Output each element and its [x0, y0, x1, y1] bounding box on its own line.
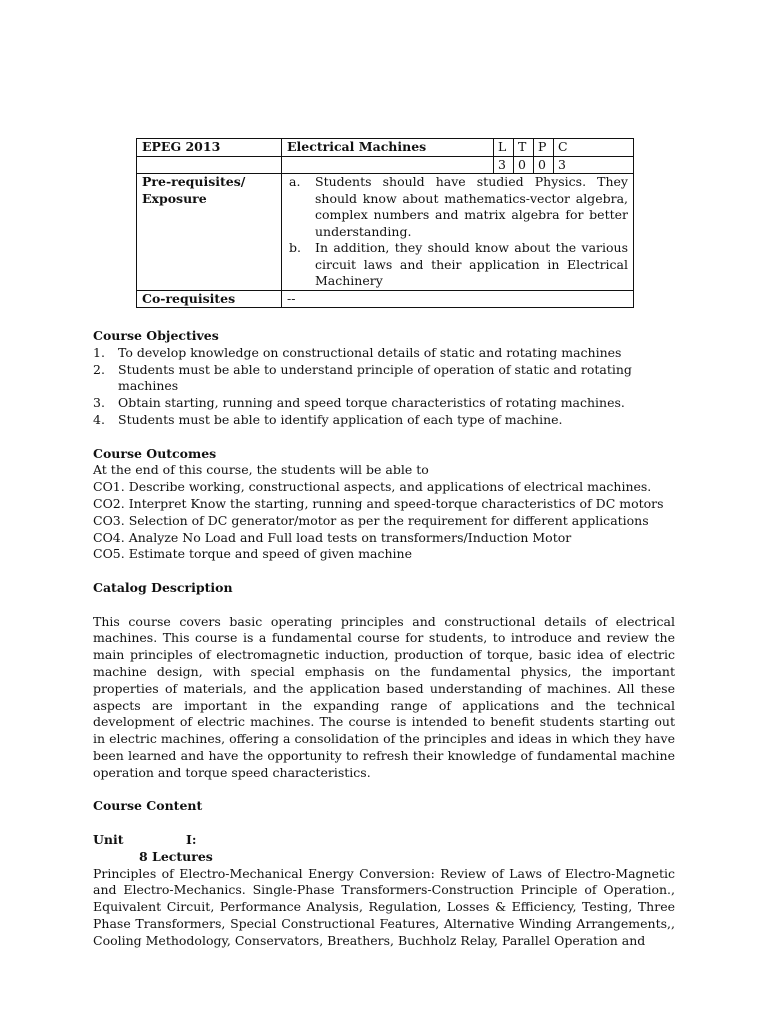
outcomes-intro: At the end of this course, the students will be able to [93, 462, 429, 478]
corequisites-value: -- [282, 290, 634, 308]
outcomes-heading: Course Outcomes [93, 445, 217, 461]
document-body [93, 328, 675, 949]
item-text: Obtain starting, running and speed torque characteristics of rotating machines. [118, 395, 625, 411]
prerequisites-content [282, 174, 634, 291]
list-marker: b. [289, 240, 301, 255]
unit-number: I: [186, 831, 197, 847]
prerequisites-label-line2: Exposure [142, 190, 207, 206]
ltpc-value-c: 3 [554, 156, 634, 174]
list-item [93, 395, 675, 412]
item-number: 1. [93, 344, 105, 360]
item-number: 2. [93, 361, 105, 377]
unit-lectures: 8 Lectures [139, 848, 213, 864]
list-marker: a. [289, 174, 301, 189]
catalog-description: This course covers basic operating principles and constructional details of electrical machines. This course is a fundamental course for students, to introduce and review the main principles of electromagnetic induction, production of torque, basic idea of electric machine design, with special emphasis on the fundamental physics, the important properties of materials, and the application based understanding of machines. All these aspects are important in the expanding range of applications and the technical development of electric machines. The course is intended to benefit students starting out in electric machines, offering a consolidation of the principles and ideas in which they have been learned and have the opportunity to refresh their knowledge of fundamental machine operation and torque speed characteristics. [93, 613, 675, 780]
corequisites-label: Co-requisites [137, 290, 282, 308]
list-item [93, 362, 675, 396]
prerequisites-label [137, 174, 282, 291]
item-text: Students must be able to understand principle of operation of static and rotating machines [118, 361, 632, 394]
prerequisites-label-line1: Pre-requisites/ [142, 174, 246, 189]
objectives-list [93, 345, 675, 429]
outcome-item: CO1. Describe working, constructional aspects, and applications of electrical machines. [93, 479, 652, 495]
prerequisite-item [287, 240, 628, 290]
course-title-row [137, 139, 634, 157]
corequisites-row [137, 290, 634, 308]
unit-label: Unit [93, 831, 124, 847]
ltpc-value-p: 0 [534, 156, 554, 174]
item-number: 4. [93, 411, 105, 427]
prerequisites-row [137, 174, 634, 291]
course-code: EPEG 2013 [137, 139, 282, 157]
item-text: To develop knowledge on constructional details of static and rotating machines [118, 344, 622, 360]
objectives-heading: Course Objectives [93, 328, 219, 343]
unit-content: Principles of Electro-Mechanical Energy Conversion: Review of Laws of Electro-Magnetic and Electro-Mechanics. Single-Phase Transformers-Construction Principle of Operation., Equivalent Circuit, Performance Analysis, Regulation, Losses & Efficiency, Testing, Three Phase Transformers, Special Constructional Features, Alternative Winding Arrangements,, Cooling Methodology, Conservators, Breathers, Buchholz Relay, Parallel Operation and [93, 865, 675, 948]
empty-cell [282, 156, 494, 174]
ltpc-label-p: P [534, 139, 554, 157]
prerequisite-item [287, 174, 628, 240]
ltpc-label-t: T [514, 139, 534, 157]
outcome-item: CO5. Estimate torque and speed of given machine [93, 546, 412, 562]
prerequisites-list [287, 174, 628, 290]
outcome-item: CO2. Interpret Know the starting, running and speed-torque characteristics of DC motors [93, 495, 664, 511]
empty-cell [137, 156, 282, 174]
course-title: Electrical Machines [282, 139, 494, 157]
list-item [93, 412, 675, 429]
course-header-table [136, 138, 634, 308]
unit-heading [93, 832, 675, 849]
prerequisite-text: In addition, they should know about the various circuit laws and their application in Electrical Machinery [315, 240, 628, 288]
ltpc-value-l: 3 [494, 156, 514, 174]
item-text: Students must be able to identify application of each type of machine. [118, 411, 563, 427]
list-item [93, 345, 675, 362]
prerequisite-text: Students should have studied Physics. They should know about mathematics-vector algebra, complex numbers and matrix algebra for better understanding. [315, 174, 628, 239]
item-number: 3. [93, 395, 105, 411]
catalog-heading: Catalog Description [93, 579, 233, 595]
outcome-item: CO3. Selection of DC generator/motor as per the requirement for different applications [93, 512, 649, 528]
ltpc-values-row [137, 156, 634, 174]
ltpc-label-c: C [554, 139, 634, 157]
content-heading: Course Content [93, 798, 203, 814]
outcome-item: CO4. Analyze No Load and Full load tests on transformers/Induction Motor [93, 529, 572, 545]
ltpc-value-t: 0 [514, 156, 534, 174]
ltpc-label-l: L [494, 139, 514, 157]
